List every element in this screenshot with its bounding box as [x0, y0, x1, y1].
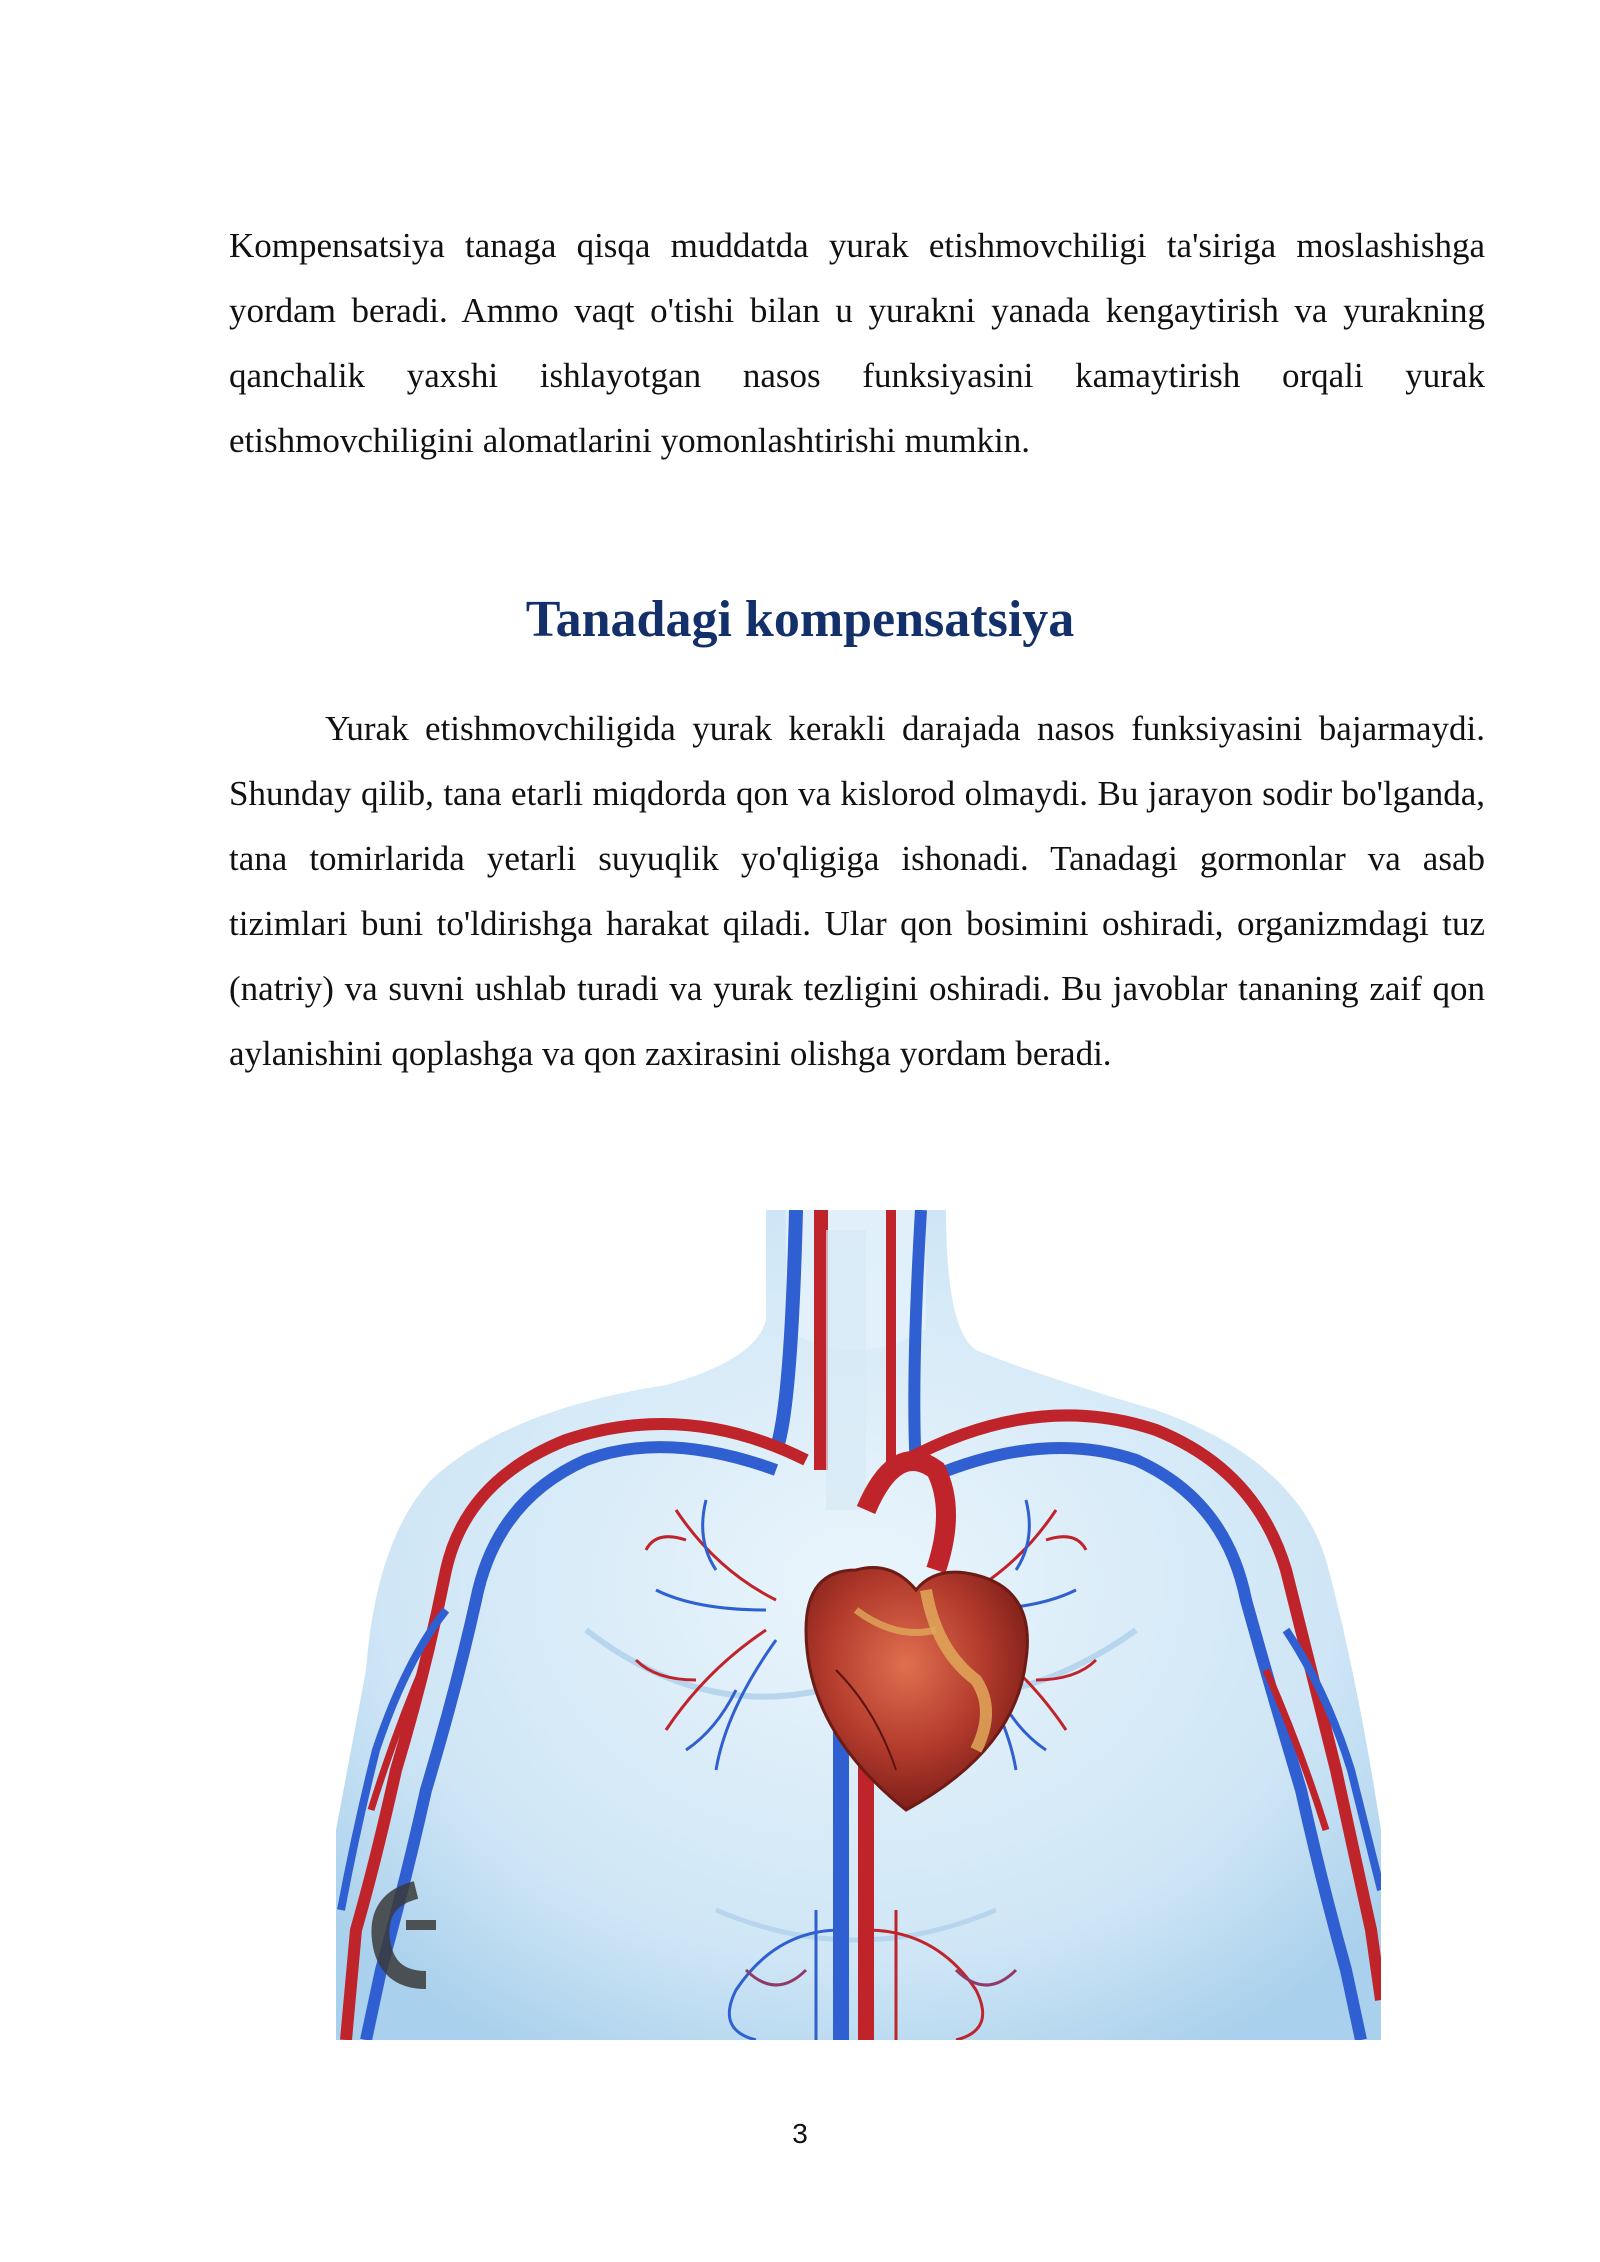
paragraph-intro: Kompensatsiya tanaga qisqa muddatda yurak etishmovchiligi ta'siriga moslashishga yordam beradi. Ammo vaqt o'tishi bilan u yurakni yanada kengaytirish va yurakning qanchalik yaxshi ishlayotgan nasos funksiyasini kamaytirish orqali yurak etishmovchiligini alomatlarini yomonlashtirishi mumkin.	[229, 226, 1485, 460]
section-heading: Tanadagi kompensatsiya	[525, 591, 1075, 648]
paragraph-body: Yurak etishmovchiligida yurak kerakli darajada nasos funksiyasini bajarmaydi. Shunday qilib, tana etarli miqdorda qon va kislorod olmaydi. Bu jarayon sodir bo'lganda, tana tomirlarida yetarli suyuqlik yo'qligiga ishonadi. Tanadagi gormonlar va asab tizimlari buni to'ldirishga harakat qiladi. Ular qon bosimini oshiradi, organizmdagi tuz (natriy) va suvni ushlab turadi va yurak tezligini oshiradi. Bu javoblar tananing zaif qon aylanishini qoplashga va qon zaxirasini olishga yordam beradi.	[229, 709, 1485, 1073]
circulatory-system-figure	[336, 1210, 1381, 2040]
page-number: 3	[792, 2118, 808, 2149]
circulatory-system-illustration	[336, 1210, 1381, 2040]
